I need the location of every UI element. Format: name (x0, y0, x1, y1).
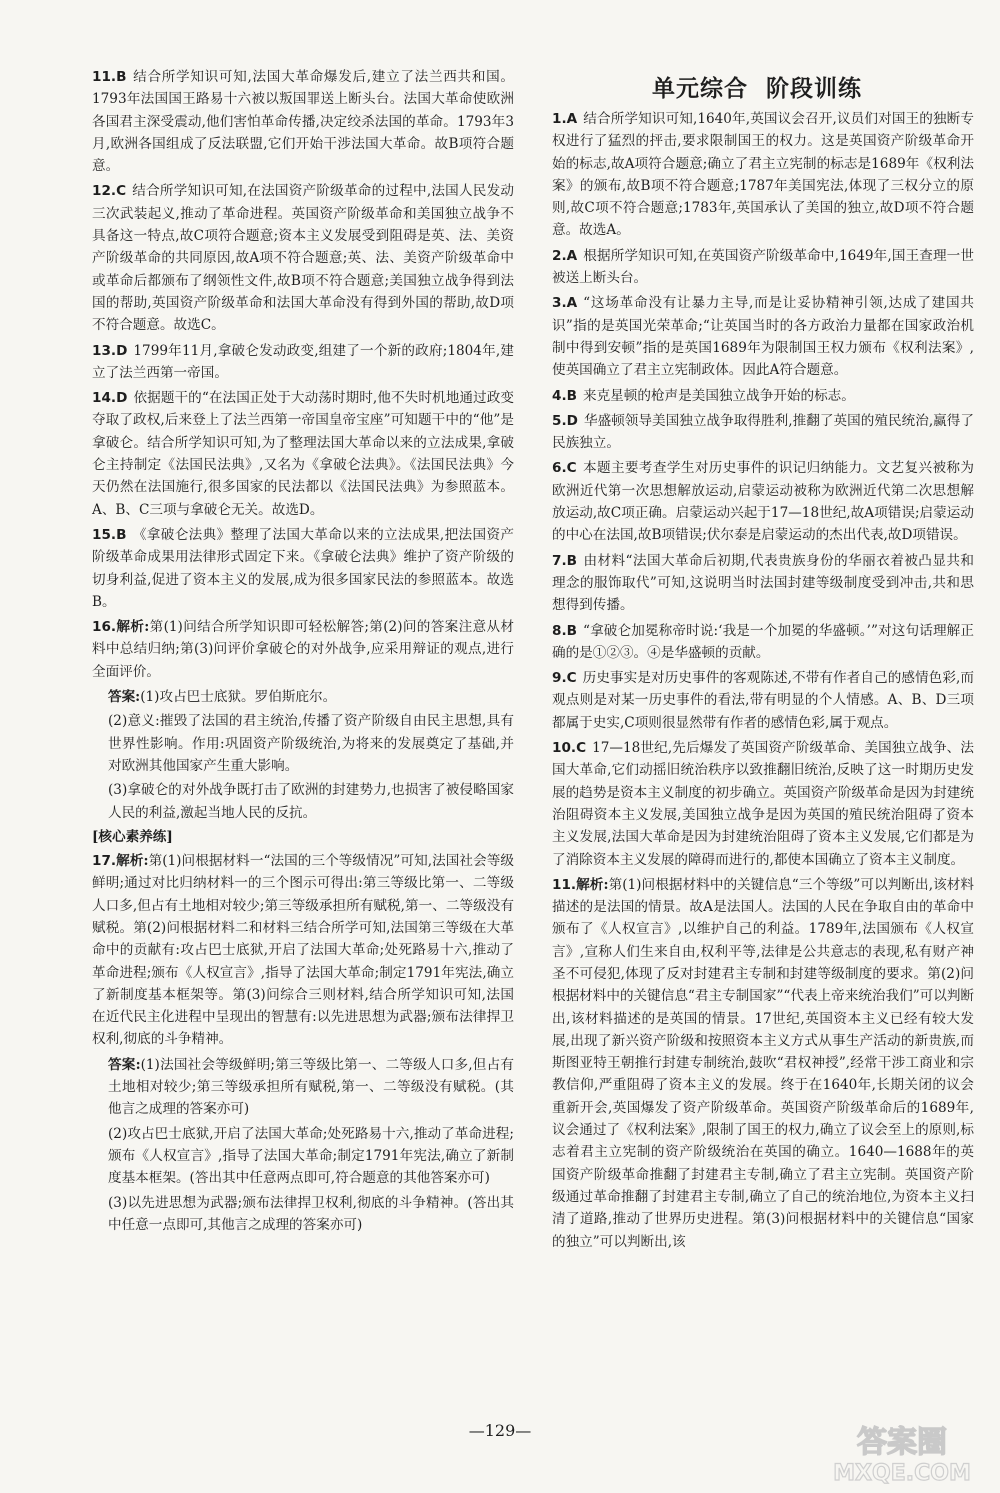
left-q17-analysis: 17.解析:第(1)问根据材料一“法国的三个等级情况”可知,法国社会等级鲜明;通过对比归纳材料一的三个图示可得出:第三等级比第一、二等级人口多,但占有土地相对较少;第三等级承担所有赋税,第一、二等级没有赋税。第(2)问根据材料二和材料三结合所学可知,法国第三等级在大革命中的贡献有:攻占巴士底狱,开启了法国大革命;处死路易十六,推动了革命进程;颁布《人权宣言》,指导了法国大革命;制定1791年宪法,确立了新制度基本框架等。第(3)问综合三则材料,结合所学知识可知,法国在近代民主化进程中呈现出的智慧有:以先进思想为武器;颁布法律捍卫权利,彻底的斗争精神。 (92, 853, 514, 1048)
left-column (92, 66, 514, 1238)
right-q10: 10.C 17—18世纪,先后爆发了英国资产阶级革命、美国独立战争、法国大革命,它们动摇旧统治秩序以致推翻旧统治,反映了这一时期历史发展的趋势是资本主义制度的初步确立。英国资产阶级革命是因为封建统治阻碍资本主义发展,美国独立战争是因为英国的殖民统治阻碍了资本主义发展,法国大革命是因为封建统治阻碍了资本主义发展,它们都是为了消除资本主义发展的障碍而进行的,都使本国确立了资本主义制度。 (552, 740, 974, 868)
left-q16-answer-3: (3)拿破仑的对外战争既打击了欧洲的封建势力,也损害了被侵略国家人民的利益,激起当地人民的反抗。 (108, 782, 514, 821)
right-q5: 5.D 华盛顿领导美国独立战争取得胜利,推翻了英国的殖民统治,赢得了民族独立。 (552, 412, 974, 452)
right-q11-analysis: 11.解析:第(1)问根据材料中的关键信息“三个等级”可以判断出,该材料描述的是法国的情景。故A是法国人。法国的人民在争取自由的革命中颁布了《人权宣言》,以维护自己的利益。1789年,法国颁布《人权宣言》,宣称人们生来自由,权利平等,法律是公共意志的表现,私有财产神圣不可侵犯,体现了反对封建君主专制和封建等级制度的要求。第(2)问根据材料中的关键信息“君主专制国家”“代表上帝来统治我们”可以判断出,该材料描述的是英国的情景。17世纪,英国资本主义已经有较大发展,出现了新兴资产阶级和按照资本主义方式从事生产活动的新贵族,而斯图亚特王朝推行封建专制统治,鼓吹“君权神授”,经常干涉工商业和宗教信仰,严重阻碍了资本主义的发展。终于在1640年,长期关闭的议会重新开会,英国爆发了资产阶级革命。英国资产阶级革命后的1689年,议会通过了《权利法案》,限制了国王的权力,确立了议会至上的原则,标志着君主立宪制的资产阶级统治在英国的确立。1640—1688年的英国资产阶级革命推翻了封建君主专制,确立了君主立宪制。英国资产阶级通过革命推翻了封建君主专制,确立了自己的统治地位,为资本主义扫清了道路,推动了世界历史进程。第(3)问根据材料中的关键信息“国家的独立”可以判断出,该 (552, 876, 975, 1250)
title-part-2: 阶段训练 (766, 76, 862, 102)
right-q6: 6.C 本题主要考查学生对历史事件的识记归纳能力。文艺复兴被称为欧洲近代第一次思想解放运动,启蒙运动被称为欧洲近代第二次思想解放运动,故C项正确。启蒙运动兴起于17—18世纪,故A项错误;启蒙运动的中心在法国,故B项错误;伏尔泰是启蒙运动的杰出代表,故D项错误。 (552, 460, 974, 544)
right-q7: 7.B 由材料“法国大革命后初期,代表贵族身份的华丽衣着被凸显共和理念的服饰取代”可知,这说明当时法国封建等级制度受到冲击,共和思想得到传播。 (552, 552, 974, 614)
left-q17-answer-2: (2)攻占巴士底狱,开启了法国大革命;处死路易十六,推动了革命进程;颁布《人权宣言》,指导了法国大革命;制定1791年宪法,确立了新制度基本框架。(答出其中任意两点即可,符合题意的其他答案亦可) (108, 1125, 514, 1187)
page-title (552, 70, 962, 103)
left-q17-answer-3: (3)以先进思想为武器;颁布法律捍卫权利,彻底的斗争精神。(答出其中任意一点即可,其他言之成理的答案亦可) (108, 1194, 514, 1233)
title-part-1: 单元综合 (652, 76, 748, 102)
right-q1: 1.A 结合所学知识可知,1640年,英国议会召开,议员们对国王的独断专权进行了猛烈的抨击,要求限制国王的权力。这是英国资产阶级革命开始的标志,故A项符合题意;确立了君主立宪制的标志是1689年《权利法案》的颁布,故B项不符合题意;1787年美国宪法,体现了三权分立的原则,故C项不符合题意;1783年,英国承认了美国的独立,故D项不符合题意。故选A。 (552, 111, 974, 239)
left-q14: 14.D 依据题干的“在法国正处于大动荡时期时,他不失时机地通过政变夺取了政权,后来登上了法兰西第一帝国皇帝宝座”可知题干中的“他”是拿破仑。结合所学知识可知,为了整理法国大革命以来的立法成果,拿破仑主持制定《法国民法典》,又名为《拿破仑法典》。《法国民法典》今天仍然在法国施行,很多国家的民法都以《法国民法典》为参照蓝本。A、B、C三项与拿破仑无关。故选D。 (92, 390, 514, 518)
left-q11: 11.B 结合所学知识可知,法国大革命爆发后,建立了法兰西共和国。1793年法国国王路易十六被以叛国罪送上断头台。法国大革命使欧洲各国君主深受震动,他们害怕革命传播,决定绞杀法国的革命。1793年3月,欧洲各国组成了反法联盟,它们开始干涉法国大革命。故B项符合题意。 (92, 69, 514, 175)
page-number: —129— (468, 1421, 532, 1440)
right-q3: 3.A “这场革命没有让暴力主导,而是让妥协精神引领,达成了建国共识”指的是英国光荣革命;“让英国当时的各方政治力量都在国家政治机制中得到安顿”指的是英国1689年为限制国王权力颁布《权利法案》,使英国确立了君主立宪制政体。因此A符合题意。 (552, 295, 974, 379)
left-q12: 12.C 结合所学知识可知,在法国资产阶级革命的过程中,法国人民发动三次武装起义,推动了革命进程。英国资产阶级革命和美国独立战争不具备这一特点,故C项符合题意;资本主义发展受到阻碍是英、法、美资产阶级革命的共同原因,故A项不符合题意;英、法、美资产阶级革命中或革命后都颁布了纲领性文件,故B项不符合题意;美国独立战争得到法国的帮助,英国资产阶级革命和法国大革命没有得到外国的帮助,故D项不符合题意。故选C。 (92, 183, 514, 334)
left-q16-answer-2: (2)意义:摧毁了法国的君主统治,传播了资产阶级自由民主思想,具有世界性影响。作用:巩固资产阶级统治,为将来的发展奠定了基础,并对欧洲其他国家产生重大影响。 (108, 713, 514, 774)
watermark-text-url: MXQE.COM (833, 1461, 971, 1486)
left-q16-answer-1: 答案:(1)攻占巴士底狱。罗伯斯庇尔。 (108, 689, 337, 706)
right-q9: 9.C 历史事实是对历史事件的客观陈述,不带有作者自己的感情色彩,而观点则是对某一历史事件的看法,带有明显的个人情感。A、B、D三项都属于史实,C项则很显然带有作者的感情色彩,属于观点。 (552, 670, 974, 731)
section-heading: [核心素养练] (92, 828, 173, 845)
right-column (552, 108, 974, 1256)
watermark-text-cn: 答案圈 (857, 1425, 947, 1460)
left-q15: 15.B 《拿破仑法典》整理了法国大革命以来的立法成果,把法国资产阶级革命成果用法律形式固定下来。《拿破仑法典》维护了资产阶级的切身利益,促进了资本主义的发展,成为很多国家民法的参照蓝本。故选B。 (92, 526, 514, 610)
watermark-logo (812, 1418, 992, 1488)
right-q8: 8.B “拿破仑加冕称帝时说:‘我是一个加冕的华盛顿。’”对这句话理解正确的是①②③。④是华盛顿的贡献。 (552, 622, 974, 661)
left-q17-answer-1: 答案:(1)法国社会等级鲜明;第三等级比第一、二等级人口多,但占有土地相对较少;第三等级承担所有赋税,第一、二等级没有赋税。(其他言之成理的答案亦可) (108, 1056, 514, 1118)
left-q16-analysis: 16.解析:第(1)问结合所学知识即可轻松解答;第(2)问的答案注意从材料中总结归纳;第(3)问评价拿破仑的对外战争,应采用辩证的观点,进行全面评价。 (92, 619, 514, 680)
right-q4: 4.B 来克星顿的枪声是美国独立战争开始的标志。 (552, 387, 855, 404)
right-q2: 2.A 根据所学知识可知,在英国资产阶级革命中,1649年,国王查理一世被送上断头台。 (552, 247, 974, 287)
left-q13: 13.D 1799年11月,拿破仑发动政变,组建了一个新的政府;1804年,建立了法兰西第一帝国。 (92, 342, 514, 381)
